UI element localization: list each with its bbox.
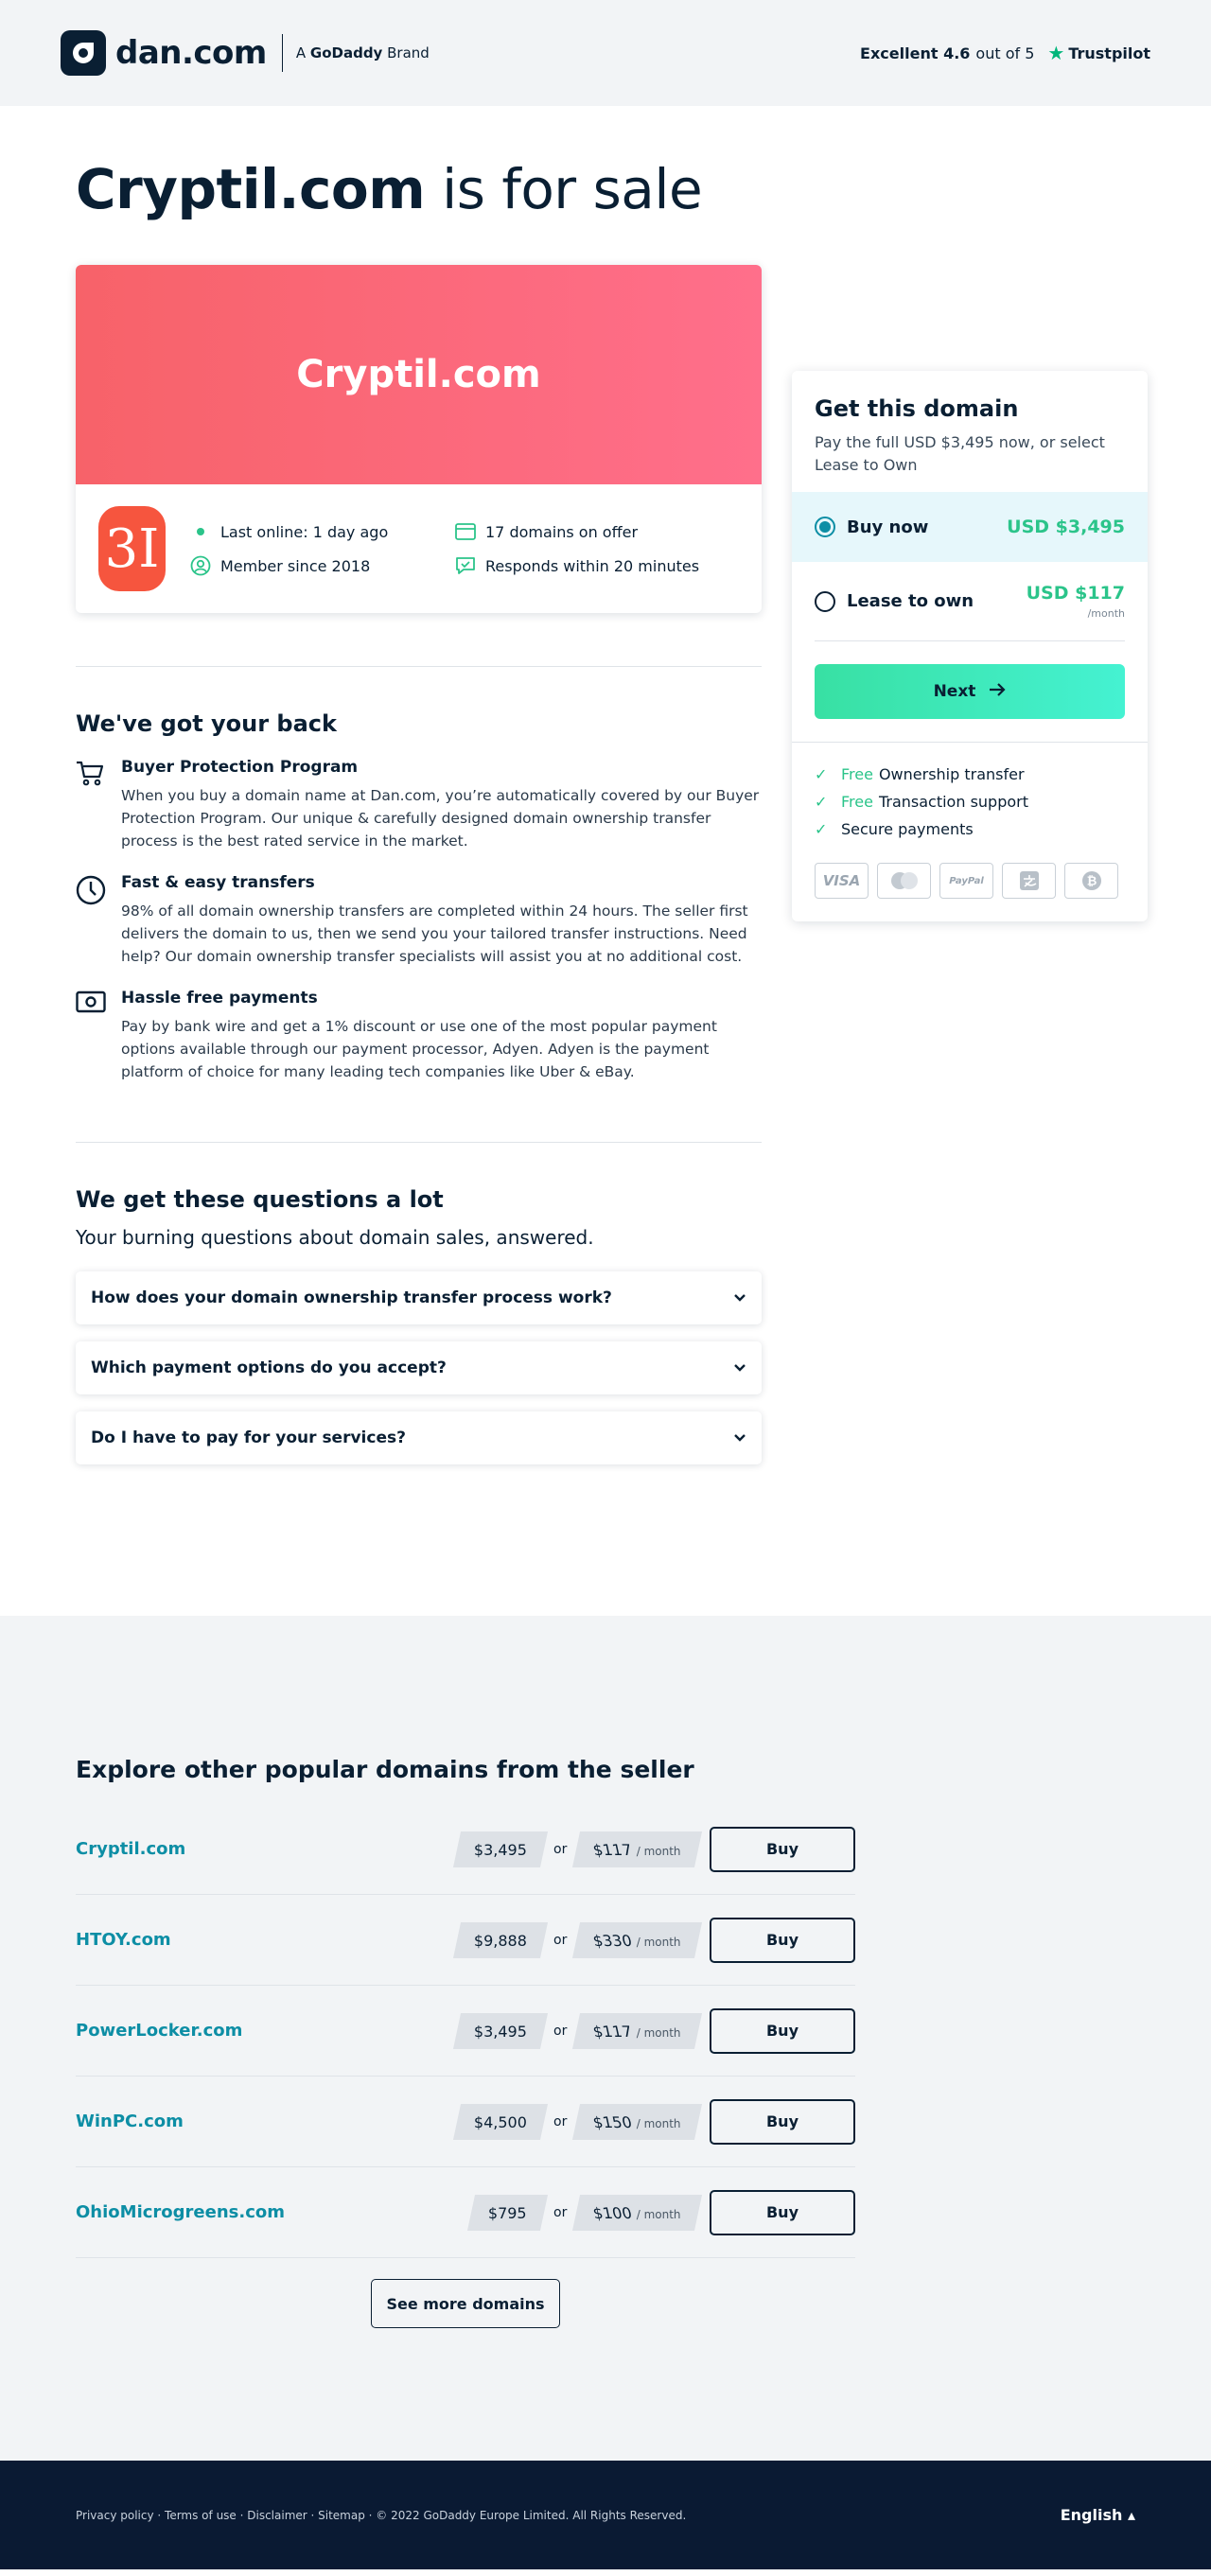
domain-row: [76, 1804, 855, 1895]
chevron-down-icon: [733, 1288, 746, 1307]
member-since: Member since 2018: [190, 555, 455, 576]
cash-icon: [76, 989, 121, 1083]
dan-logo[interactable]: [61, 30, 430, 76]
buy-price: $795: [467, 2195, 548, 2231]
domain-link[interactable]: HTOY.com: [76, 1930, 171, 1950]
feature-title: Hassle free payments: [121, 989, 318, 1008]
buy-now-option[interactable]: Buy now USD $3,495: [792, 492, 1148, 562]
seller-avatar[interactable]: 3I: [98, 506, 166, 591]
logo-text: dan.com: [115, 34, 267, 72]
faq-section: [76, 1143, 762, 1616]
buy-button[interactable]: Buy: [710, 1827, 855, 1872]
buy-now-price: USD $3,495: [1007, 517, 1125, 537]
footer-links[interactable]: Privacy policy · Terms of use · Disclaimer · Sitemap · © 2022 GoDaddy Europe Limited. All Rights Reserved.: [76, 2508, 687, 2522]
response-time: Responds within 20 minutes: [455, 555, 739, 576]
chevron-down-icon: [733, 1428, 746, 1447]
get-domain-description: Pay the full USD $3,495 now, or select Lease to Own: [815, 433, 1105, 474]
domain-row: [76, 1895, 855, 1986]
domain-link[interactable]: PowerLocker.com: [76, 2021, 243, 2041]
explore-domains-section: [0, 1616, 1211, 2461]
or-text: or: [553, 1841, 568, 1857]
site-header: [0, 0, 1211, 106]
domain-link[interactable]: OhioMicrogreens.com: [76, 2202, 285, 2222]
online-dot-icon: [190, 521, 211, 542]
buy-price: $3,495: [453, 1831, 548, 1867]
buy-button[interactable]: Buy: [710, 2099, 855, 2145]
feature-text: When you buy a domain name at Dan.com, you’re automatically covered by our Buyer Protection Program. Our unique & carefully designed domain ownership transfer process is the best rated service in the market.: [121, 787, 760, 850]
dan-logo-icon: [61, 30, 106, 76]
faq-item-service-fees[interactable]: Do I have to pay for your services?: [76, 1411, 762, 1464]
domain-row: [76, 2077, 855, 2167]
domain-card: [76, 265, 762, 613]
trustpilot-rating[interactable]: [860, 42, 1150, 64]
last-online: Last online: 1 day ago: [190, 521, 455, 542]
site-footer: [0, 2461, 1211, 2569]
perks-list: [792, 743, 1148, 855]
alipay-icon: [1002, 863, 1056, 899]
get-domain-title: Get this domain: [815, 395, 1019, 422]
check-icon: ✓: [815, 793, 828, 811]
mastercard-icon: [877, 863, 931, 899]
logo-divider: [282, 34, 283, 72]
or-text: or: [553, 2204, 568, 2220]
domain-link[interactable]: Cryptil.com: [76, 1839, 186, 1859]
payment-icons: [792, 855, 1148, 921]
perk-secure-payments: ✓ Secure payments: [815, 820, 974, 838]
chevron-down-icon: [733, 1358, 746, 1377]
left-column: [76, 265, 762, 1616]
domain-row: [76, 2167, 855, 2258]
check-icon: ✓: [815, 765, 828, 783]
buy-price: $3,495: [453, 2013, 548, 2049]
trust-rating-rest: out of 5: [975, 44, 1035, 62]
got-your-back-title: We've got your back: [76, 710, 337, 737]
user-icon: [190, 555, 211, 576]
paypal-icon: PayPal: [939, 863, 993, 899]
feature-text: Pay by bank wire and get a 1% discount or use one of the most popular payment options available through our payment processor, Adyen. Adyen is the payment platform of choice for many leading tech companies like Uber & eBay.: [121, 1018, 717, 1080]
lease-price: $117 / month: [572, 2013, 702, 2049]
trustpilot-name: Trustpilot: [1068, 44, 1150, 62]
lease-price: $150 / month: [572, 2104, 702, 2140]
lease-price: $100 / month: [572, 2195, 702, 2231]
buy-button[interactable]: Buy: [710, 2190, 855, 2235]
explore-title: Explore other popular domains from the seller: [76, 1756, 694, 1783]
faq-subtitle: Your burning questions about domain sales, answered.: [76, 1226, 594, 1249]
feature-hassle-free-payments: [76, 989, 762, 1083]
buy-price: $9,888: [453, 1922, 548, 1958]
domains-list-icon: [455, 521, 476, 542]
visa-icon: VISA: [815, 863, 869, 899]
feature-title: Buyer Protection Program: [121, 758, 359, 777]
feature-buyer-protection: [76, 758, 762, 852]
cart-icon: [76, 758, 121, 852]
check-icon: ✓: [815, 820, 828, 838]
main-content: [0, 106, 1211, 1616]
arrow-right-icon: [989, 682, 1006, 701]
language-selector[interactable]: English ▴: [1060, 2506, 1135, 2524]
get-domain-card: [792, 371, 1148, 921]
radio-selected[interactable]: [815, 517, 835, 537]
chat-check-icon: [455, 555, 476, 576]
faq-item-payment-options[interactable]: Which payment options do you accept?: [76, 1341, 762, 1394]
feature-text: 98% of all domain ownership transfers are completed within 24 hours. The seller first delivers the domain to us, then we send you your tailored transfer instructions. Need help? Our domain ownership transfer specialists will assist you at no additional cost.: [121, 902, 748, 965]
lease-price: USD $117: [1026, 583, 1125, 604]
perk-ownership-transfer: ✓ Free Ownership transfer: [815, 765, 1025, 783]
got-your-back-section: [76, 667, 762, 1083]
buy-button[interactable]: Buy: [710, 2008, 855, 2054]
perk-transaction-support: ✓ Free Transaction support: [815, 793, 1028, 811]
feature-fast-transfers: [76, 873, 762, 968]
domain-row: [76, 1986, 855, 2077]
godaddy-brand-note: A GoDaddy Brand: [295, 44, 430, 61]
domain-link[interactable]: WinPC.com: [76, 2112, 184, 2131]
buy-price: $4,500: [453, 2104, 548, 2140]
lease-price: $330 / month: [572, 1922, 702, 1958]
feature-title: Fast & easy transfers: [121, 873, 315, 892]
seller-info: [76, 484, 762, 613]
domain-banner: Cryptil.com: [76, 265, 762, 484]
radio-unselected[interactable]: [815, 591, 835, 612]
svg-text:₿: ₿: [1086, 874, 1097, 889]
faq-title: We get these questions a lot: [76, 1186, 444, 1213]
or-text: or: [553, 2113, 568, 2129]
lease-price: $117 / month: [572, 1831, 702, 1867]
or-text: or: [553, 1932, 568, 1948]
next-button[interactable]: Next: [815, 664, 1125, 719]
see-more-domains-button[interactable]: See more domains: [371, 2279, 560, 2328]
lease-to-own-option[interactable]: Lease to own USD $117 /month: [815, 562, 1125, 641]
trustpilot-star-icon: ★: [1047, 42, 1065, 64]
domains-on-offer[interactable]: 17 domains on offer: [455, 521, 739, 542]
clock-icon: [76, 873, 121, 968]
lease-per-month: /month: [1087, 607, 1125, 620]
trust-rating-label: Excellent 4.6: [860, 44, 971, 62]
buy-button[interactable]: Buy: [710, 1918, 855, 1963]
faq-item-transfer-process[interactable]: How does your domain ownership transfer process work?: [76, 1271, 762, 1324]
or-text: or: [553, 2023, 568, 2039]
page-title: Cryptil.com is for sale: [76, 157, 703, 221]
bitcoin-icon: [1064, 863, 1118, 899]
